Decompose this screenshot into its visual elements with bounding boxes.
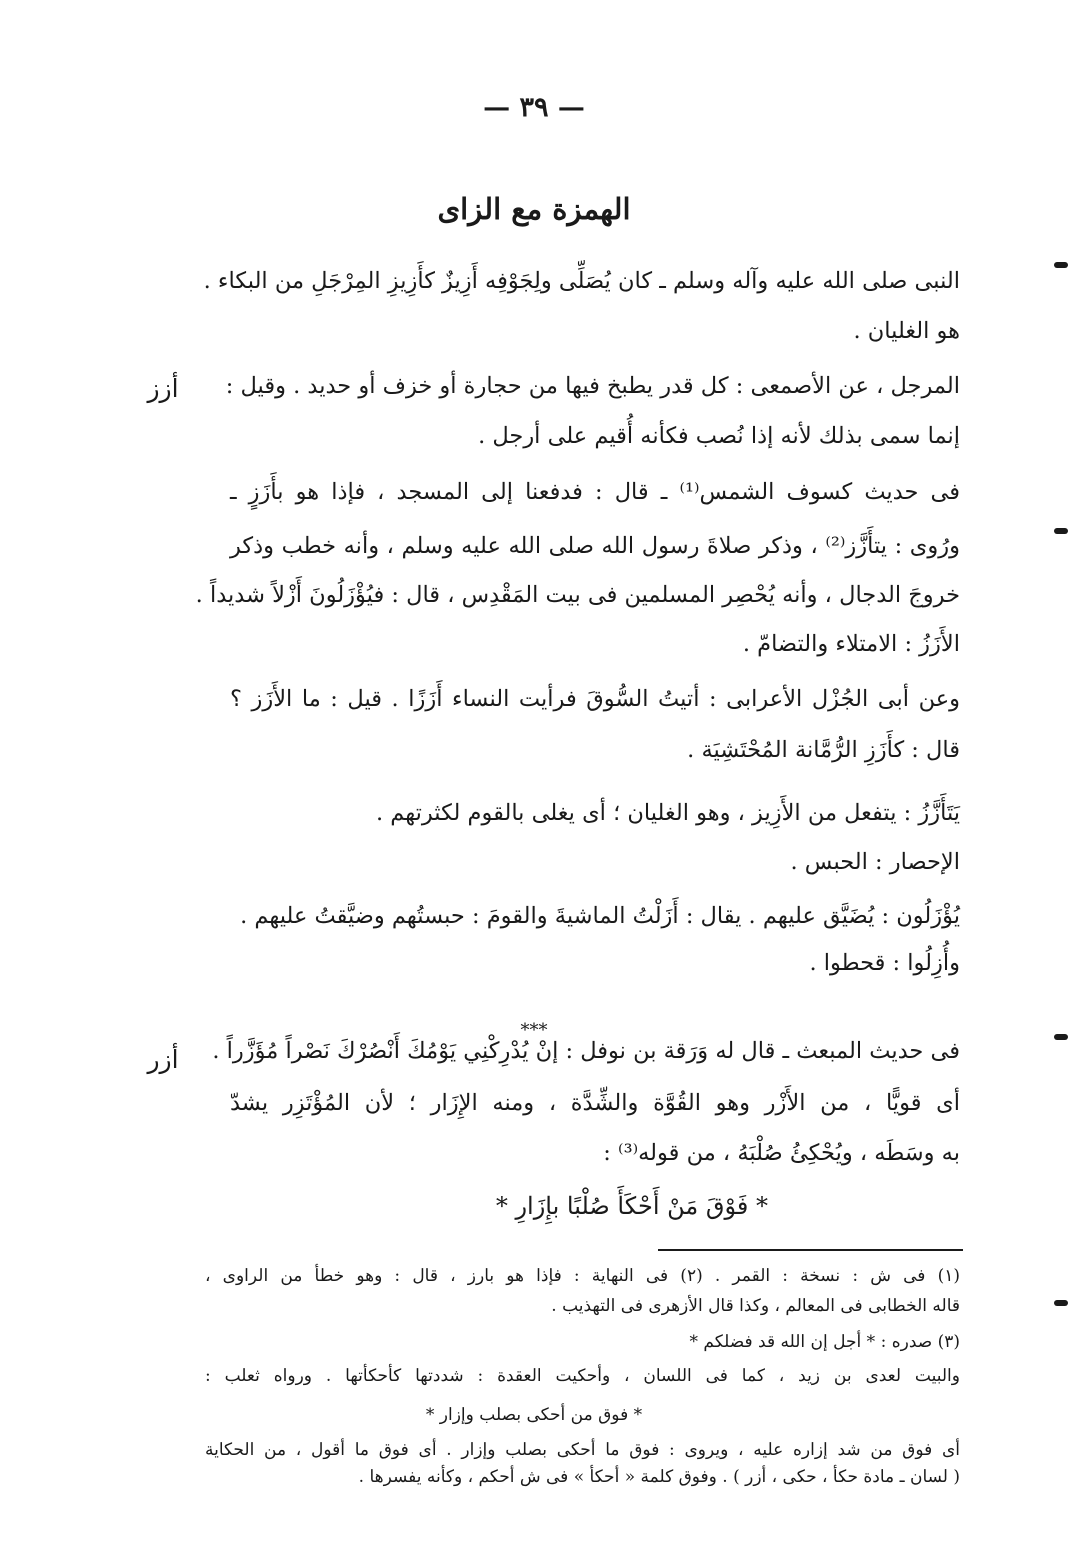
scan-edge-mark (1054, 528, 1068, 534)
text-line-5: فى حديث كسوف الشمس⁽¹⁾ ـ قال : فدفعنا إلى المسجد ، فإذا هو بأَزَزٍ ـ (230, 479, 960, 505)
scan-edge-mark (1054, 262, 1068, 268)
page-number: — ٣٩ — (483, 92, 585, 123)
section-separator: *** (520, 1020, 548, 1041)
text-line-13: يُؤْزَلُون : يُضَيَّق عليهم . يقال : أَزَلْتُ الماشيةَ والقومَ : حبستُهم وضيَّقتُ عليهم . (240, 903, 960, 929)
margin-headword-azr: أزر (147, 1045, 179, 1074)
section-heading: الهمزة مع الزاى (437, 192, 631, 226)
text-line-10: قال : كأَزَزِ الرُّمَّانة المُحْتَشِيَة . (687, 737, 960, 763)
verse-line: * فَوْقَ مَنْ أَحْكَأَ صُلْبًا بإِزَارِ * (495, 1192, 768, 1220)
footnote-line-3: (٣) صدره : * أجل إن الله قد فضلكم * (689, 1332, 960, 1352)
footnote-line-2: قاله الخطابى فى المعالم ، وكذا قال الأزهرى فى التهذيب . (551, 1296, 960, 1316)
scan-edge-mark (1054, 1034, 1068, 1040)
text-line-16: أى قويًّا ، من الأَزْر وهو القُوَّة والشِّدَّة ، ومنه الإِزَار ؛ لأن المُؤْتَزِر يشدّ (230, 1090, 960, 1116)
text-line-4: إنما سمى بذلك لأنه إذا نُصب فكأنه أُقيم على أرجل . (478, 423, 960, 449)
footnote-line-7: ( لسان ـ مادة حكأ ، حكى ، أزر ) . وفوق كلمة « أحكأ » فى ش أحكم ، وكأنه يفسرها . (358, 1467, 960, 1487)
text-line-6: ورُوى : يتأَزَّز⁽²⁾ ، وذكر صلاةَ رسول الله صلى الله عليه وسلم ، وأنه خطب وذكر (230, 533, 960, 559)
text-line-11: يَتَأَزَّزُ : يتفعل من الأَزِيز ، وهو الغليان ؛ أى يغلى بالقوم لكثرتهم . (375, 800, 960, 826)
text-line-8: الأَزَزُ : الامتلاء والتضامّ . (742, 631, 960, 657)
footnote-rule (658, 1249, 963, 1251)
text-line-14: وأُزِلُوا : قحطوا . (809, 950, 960, 976)
footnote-line-4: والبيت لعدى بن زيد ، كما فى اللسان ، وأحكيت العقدة : شددتها كأحكأتها . ورواه ثعلب : (205, 1366, 960, 1386)
text-line-2: هو الغليان . (853, 318, 960, 344)
footnote-line-1: (١) فى ش : نسخة : القمر . (٢) فى النهاية : فإذا هو بارز ، قال : وهو خطأ من الراوى ، (205, 1266, 960, 1286)
text-line-9: وعن أبى الجُزْل الأعرابى : أتيتُ السُّوقَ فرأيت النساء أَزَزًا . قيل : ما الأَزَز ؟ (230, 686, 960, 712)
margin-headword-azz: أزز (147, 374, 179, 403)
text-line-17: به وسَطَه ، ويُحْكِئُ صُلْبَهُ ، من قوله⁽³⁾ : (603, 1140, 960, 1166)
text-line-7: خروجَ الدجال ، وأنه يُحْصِر المسلمين فى بيت المَقْدِس ، قال : فيُؤْزَلُونَ أَزْلاً شديداً . (195, 582, 960, 608)
text-line-1: النبى صلى الله عليه وآله وسلم ـ كان يُصَلِّى ولِجَوْفِه أَزِيزٌ كأَزِيزِ المِرْجَلِ من البكاء . (203, 268, 960, 294)
footnote-line-6: أى فوق من شد إزاره عليه ، ويروى : فوق ما أحكى بصلب وإزار . أى فوق ما أقول ، من الحكاية (205, 1440, 960, 1460)
scan-edge-mark (1054, 1300, 1068, 1306)
text-line-15: فى حديث المبعث ـ قال له وَرَقة بن نوفل : إنْ يُدْرِكْنِي يَوْمُكَ أَنْصُرْكَ نَصْراً مُؤَزَّراً . (212, 1038, 960, 1064)
text-line-3: المرجل ، عن الأصمعى : كل قدر يطبخ فيها من حجارة أو خزف أو حديد . وقيل : (225, 373, 960, 399)
text-line-12: الإحصار : الحبس . (790, 849, 960, 875)
footnote-verse: * فوق من أحكى بصلب وإزار * (425, 1405, 643, 1425)
